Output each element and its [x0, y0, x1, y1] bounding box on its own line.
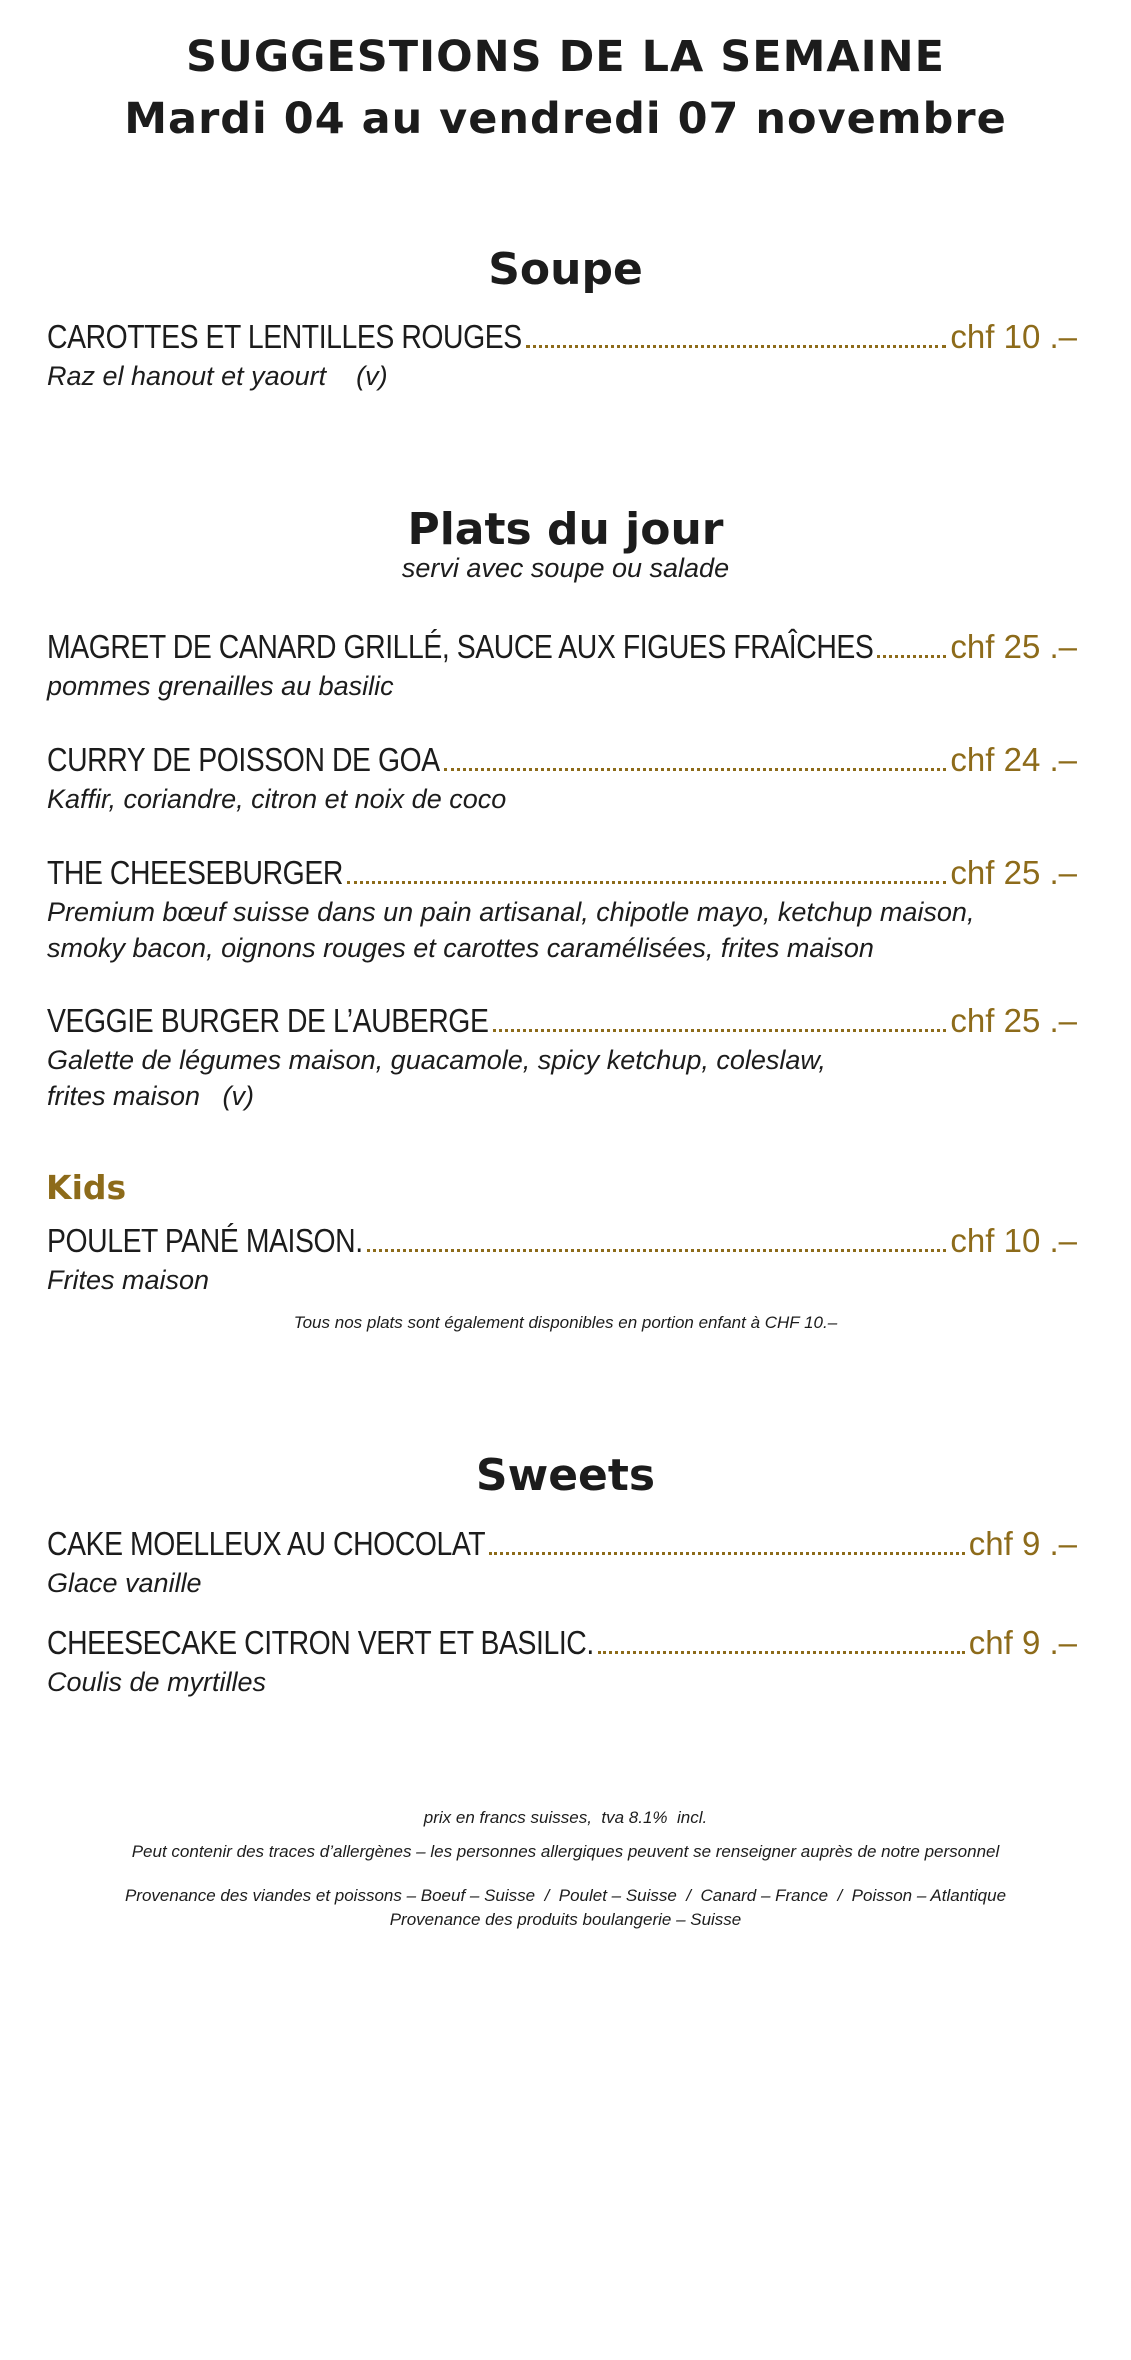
dot-leader [598, 1650, 965, 1654]
item-name: POULET PANÉ MAISON. [47, 1222, 363, 1259]
item-price: chf 25 .– [950, 1002, 1077, 1039]
meat-origin-note: Provenance des viandes et poissons – Boeuf – Suisse / Poulet – Suisse / Canard – France / Poisson – Atlantique [124, 1886, 1007, 1905]
menu-item [47, 1222, 1077, 1298]
menu-title: SUGGESTIONS DE LA SEMAINE [185, 32, 946, 82]
dot-leader [489, 1551, 965, 1555]
item-price: chf 9 .– [968, 1624, 1077, 1661]
menu-item [47, 854, 1077, 966]
menu-item [47, 741, 1077, 817]
section-title-sweets: Sweets [475, 1450, 656, 1501]
item-description: Raz el hanout et yaourt (v) [47, 361, 388, 391]
menu-date-range: Mardi 04 au vendredi 07 novembre [124, 94, 1007, 144]
dot-leader [877, 654, 946, 658]
item-name: VEGGIE BURGER DE L’AUBERGE [47, 1002, 489, 1039]
section-title-kids: Kids [46, 1168, 127, 1207]
allergen-note: Peut contenir des traces d’allergènes – les personnes allergiques peuvent se renseigner auprès de notre personnel [131, 1842, 1000, 1861]
item-description-line2: smoky bacon, oignons rouges et carottes caramélisées, frites maison [47, 933, 874, 963]
item-price: chf 24 .– [950, 741, 1077, 778]
dot-leader [444, 767, 947, 771]
item-name: CAROTTES ET LENTILLES ROUGES [47, 318, 522, 355]
item-name: CHEESECAKE CITRON VERT ET BASILIC. [47, 1624, 594, 1661]
item-description: Galette de légumes maison, guacamole, spicy ketchup, coleslaw, [47, 1045, 826, 1075]
item-name: CURRY DE POISSON DE GOA [47, 741, 440, 778]
menu-item [47, 318, 1077, 394]
menu-item [47, 1002, 1077, 1114]
menu-item [47, 1624, 1077, 1700]
menu-item [47, 628, 1077, 704]
kids-portion-note: Tous nos plats sont également disponibles en portion enfant à CHF 10.– [293, 1313, 838, 1332]
item-name: MAGRET DE CANARD GRILLÉ, SAUCE AUX FIGUES FRAÎCHES [47, 628, 874, 665]
item-price: chf 10 .– [950, 1222, 1077, 1259]
item-price: chf 25 .– [950, 854, 1077, 891]
item-description: Frites maison [47, 1265, 210, 1295]
menu-header [0, 26, 1131, 150]
item-name: THE CHEESEBURGER [47, 854, 343, 891]
item-description: Coulis de myrtilles [47, 1667, 267, 1697]
menu-item [47, 1525, 1077, 1601]
dot-leader [526, 344, 947, 348]
item-name: CAKE MOELLEUX AU CHOCOLAT [47, 1525, 486, 1562]
dot-leader [367, 1248, 947, 1252]
item-description-line2: frites maison (v) [47, 1081, 255, 1111]
item-description: Kaffir, coriandre, citron et noix de coco [47, 784, 507, 814]
item-price: chf 25 .– [950, 628, 1077, 665]
item-description: pommes grenailles au basilic [47, 671, 394, 701]
bakery-origin-note: Provenance des produits boulangerie – Suisse [389, 1910, 742, 1929]
item-description: Premium bœuf suisse dans un pain artisanal, chipotle mayo, ketchup maison, [47, 897, 975, 927]
dot-leader [347, 880, 947, 884]
section-subtitle-plats: servi avec soupe ou salade [401, 553, 730, 583]
item-description: Glace vanille [47, 1568, 202, 1598]
section-title-soupe: Soupe [488, 244, 643, 295]
item-price: chf 9 .– [968, 1525, 1077, 1562]
dot-leader [493, 1028, 947, 1032]
section-title-plats: Plats du jour [407, 504, 724, 555]
item-price: chf 10 .– [950, 318, 1077, 355]
price-vat-note: prix en francs suisses, tva 8.1% incl. [423, 1808, 708, 1827]
